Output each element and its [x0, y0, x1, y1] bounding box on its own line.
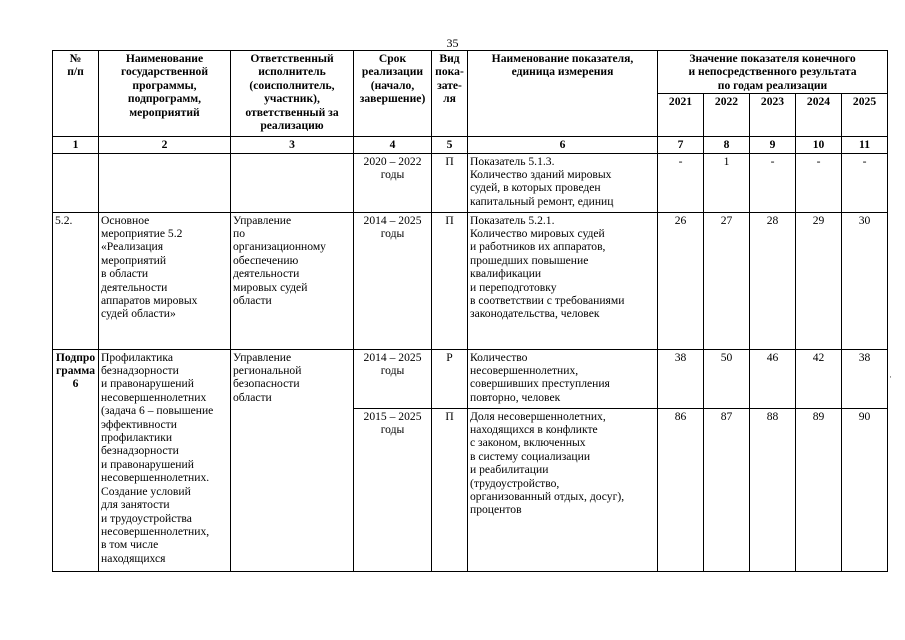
row-kind: П [432, 212, 468, 349]
row-value: 88 [750, 408, 796, 571]
row-indicator: Доля несовершеннолетних, находящихся в конфликте с законом, включенных в систему социализации и реабилитации (трудоустройство, организованный отдых, досуг), процентов [468, 408, 658, 571]
page-number: 35 [446, 36, 459, 50]
col-number: 6 [468, 137, 658, 153]
header-year: 2025 [842, 94, 888, 137]
row-executor: Управление региональной безопасности области [231, 349, 354, 571]
row-kind: Р [432, 349, 468, 408]
col-number: 8 [704, 137, 750, 153]
row-value: 27 [704, 212, 750, 349]
row-num: 5.2. [53, 212, 99, 349]
row-value: 89 [796, 408, 842, 571]
row-period: 2015 – 2025 годы [354, 408, 432, 571]
row-value: 46 [750, 349, 796, 408]
col-number: 4 [354, 137, 432, 153]
header-kind: Вид пока- зате- ля [432, 51, 468, 137]
row-value: 42 [796, 349, 842, 408]
row-indicator: Показатель 5.1.3. Количество зданий мировых судей, в которых проведен капитальный ремонт, единиц [468, 153, 658, 212]
row-executor [231, 153, 354, 212]
row-num: Подпро грамма 6 [53, 349, 99, 571]
row-value: 90 [842, 408, 888, 571]
col-number: 11 [842, 137, 888, 153]
row-period: 2020 – 2022 годы [354, 153, 432, 212]
row-value: 1 [704, 153, 750, 212]
row-value: - [750, 153, 796, 212]
row-value: 86 [658, 408, 704, 571]
col-number: 7 [658, 137, 704, 153]
row-name: Основное мероприятие 5.2 «Реализация мероприятий в области деятельности аппаратов мировых судей области» [99, 212, 231, 349]
col-number: 3 [231, 137, 354, 153]
row-value: 30 [842, 212, 888, 349]
table-row [53, 153, 888, 212]
row-indicator: Количество несовершеннолетних, совершивших преступления повторно, человек [468, 349, 658, 408]
margin-mark: · [889, 372, 892, 382]
row-kind: П [432, 153, 468, 212]
row-kind: П [432, 408, 468, 571]
col-number: 5 [432, 137, 468, 153]
header-name: Наименование государственной программы, подпрограмм, мероприятий [99, 51, 231, 137]
row-name [99, 153, 231, 212]
header-year: 2021 [658, 94, 704, 137]
header-values: Значение показателя конечного и непосредственного результата по годам реализации [658, 51, 888, 94]
row-value: 28 [750, 212, 796, 349]
row-value: 26 [658, 212, 704, 349]
header-row [53, 51, 888, 94]
header-executor: Ответственный исполнитель (соисполнитель, участник), ответственный за реализацию [231, 51, 354, 137]
row-value: 50 [704, 349, 750, 408]
row-executor: Управление по организационному обеспечению деятельности мировых судей области [231, 212, 354, 349]
row-value: 38 [842, 349, 888, 408]
row-value: - [658, 153, 704, 212]
header-period: Срок реализации (начало, завершение) [354, 51, 432, 137]
row-period: 2014 – 2025 годы [354, 212, 432, 349]
header-year: 2024 [796, 94, 842, 137]
row-value: 29 [796, 212, 842, 349]
row-period: 2014 – 2025 годы [354, 349, 432, 408]
row-num [53, 153, 99, 212]
row-value: - [796, 153, 842, 212]
row-value: 38 [658, 349, 704, 408]
header-year: 2023 [750, 94, 796, 137]
indicators-table [52, 50, 888, 572]
table-row [53, 349, 888, 408]
col-number: 10 [796, 137, 842, 153]
header-indicator: Наименование показателя, единица измерения [468, 51, 658, 137]
header-num: № п/п [53, 51, 99, 137]
row-indicator: Показатель 5.2.1. Количество мировых судей и работников их аппаратов, прошедших повышение квалификации и переподготовку в соответствии с требованиями законодательства, человек [468, 212, 658, 349]
table-row [53, 212, 888, 349]
header-year: 2022 [704, 94, 750, 137]
row-value: - [842, 153, 888, 212]
column-numbers-row [53, 137, 888, 153]
row-name: Профилактика безнадзорности и правонарушений несовершеннолетних (задача 6 – повышение эффективности профилактики безнадзорности и правонарушений несовершеннолетних. Создание условий для занятости и трудоустройства несовершеннолетних, в том числе находящихся [99, 349, 231, 571]
col-number: 2 [99, 137, 231, 153]
row-value: 87 [704, 408, 750, 571]
col-number: 9 [750, 137, 796, 153]
col-number: 1 [53, 137, 99, 153]
